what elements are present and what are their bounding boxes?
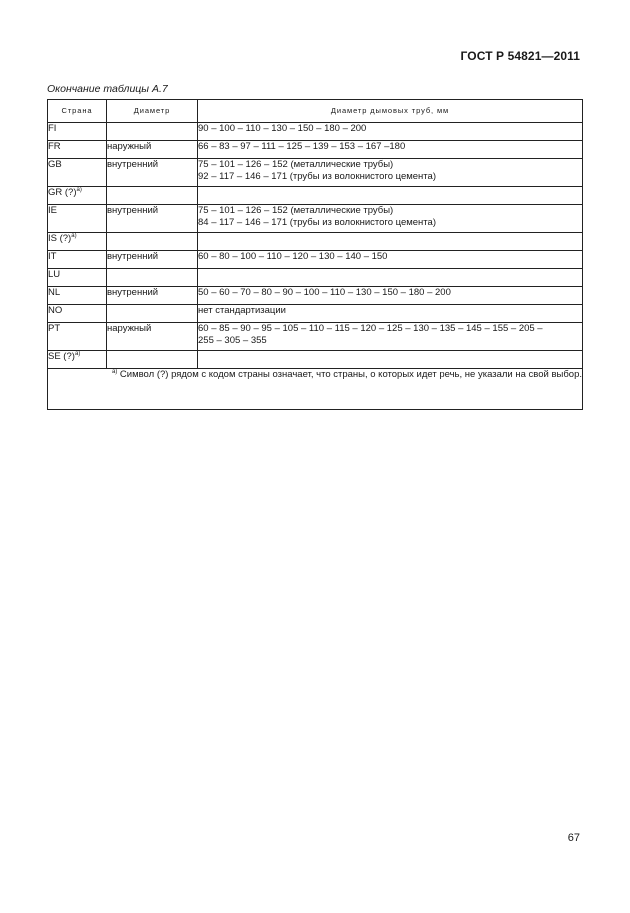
diameter-type-cell <box>107 123 198 141</box>
country-code-cell <box>48 123 107 141</box>
country-code-cell <box>48 251 107 269</box>
diameter-type-cell: наружный <box>107 141 198 159</box>
country-code: FR <box>48 141 61 152</box>
diameter-values-cell <box>198 351 583 369</box>
country-code: FI <box>48 123 57 134</box>
country-code: PT <box>48 323 61 334</box>
diameter-type-cell <box>107 233 198 251</box>
diameter-values-cell <box>198 305 583 323</box>
column-header-country: Страна <box>48 100 107 123</box>
country-code-cell <box>48 233 107 251</box>
column-header-diameter-type: Диаметр <box>107 100 198 123</box>
country-code-cell <box>48 269 107 287</box>
diameter-values-line: 66 – 83 – 97 – 111 – 125 – 139 – 153 – 167 –180 <box>198 141 406 152</box>
diameter-type-cell <box>107 269 198 287</box>
table-row-fi <box>48 123 583 141</box>
diameter-values-cell <box>198 251 583 269</box>
diameter-values-cell <box>198 323 583 351</box>
table-row-gr <box>48 187 583 205</box>
country-code: NO <box>48 305 63 316</box>
diameter-values-line: 84 – 117 – 146 – 171 (трубы из волокнистого цемента) <box>198 217 436 228</box>
diameter-values-cell <box>198 205 583 233</box>
country-code: IT <box>48 251 57 262</box>
diameter-values-line: 75 – 101 – 126 – 152 (металлические трубы) <box>198 205 394 216</box>
table-footnote <box>48 369 583 410</box>
footnote-marker: а) <box>74 351 81 357</box>
table-row-is <box>48 233 583 251</box>
table-row-pt <box>48 323 583 351</box>
column-header-chimney-diameters: Диаметр дымовых труб, мм <box>198 100 583 123</box>
country-code-cell <box>48 351 107 369</box>
diameter-values-line: 255 – 305 – 355 <box>198 335 267 346</box>
diameter-type-cell: наружный <box>107 323 198 351</box>
country-code-cell <box>48 305 107 323</box>
country-code-cell <box>48 141 107 159</box>
table-row-lu <box>48 269 583 287</box>
diameter-type-cell <box>107 351 198 369</box>
diameter-values-cell <box>198 123 583 141</box>
diameter-values-cell <box>198 159 583 187</box>
table-row-nl <box>48 287 583 305</box>
diameter-type-cell: внутренний <box>107 205 198 233</box>
diameter-values-line: 75 – 101 – 126 – 152 (металлические трубы) <box>198 159 394 170</box>
table-row-ie <box>48 205 583 233</box>
diameter-values-line: 50 – 60 – 70 – 80 – 90 – 100 – 110 – 130 – 150 – 180 – 200 <box>198 287 451 298</box>
diameter-values-line: 60 – 80 – 100 – 110 – 120 – 130 – 140 – 150 <box>198 251 388 262</box>
diameter-values-cell <box>198 233 583 251</box>
country-code-cell <box>48 287 107 305</box>
footnote-marker: а) <box>71 233 77 239</box>
diameter-type-cell: внутренний <box>107 287 198 305</box>
diameter-values-line: нет стандартизации <box>198 305 286 316</box>
diameter-values-cell <box>198 141 583 159</box>
table-footnote-row <box>48 369 583 410</box>
country-code-cell <box>48 187 107 205</box>
diameter-type-cell <box>107 187 198 205</box>
diameter-values-line: 92 – 117 – 146 – 171 (трубы из волокнистого цемента) <box>198 171 436 182</box>
country-code: NL <box>48 287 61 298</box>
footnote-text: Символ (?) рядом с кодом страны означает, что страны, о которых идет речь, не указали на свой выбор. <box>117 369 582 380</box>
diameter-type-cell <box>107 305 198 323</box>
page-number: 67 <box>567 832 580 844</box>
chimney-diameter-table <box>47 99 583 410</box>
table-row-gb <box>48 159 583 187</box>
country-code: LU <box>48 269 61 280</box>
diameter-values-line: 60 – 85 – 90 – 95 – 105 – 110 – 115 – 120 – 125 – 130 – 135 – 145 – 155 – 205 – <box>198 323 543 334</box>
country-code-cell <box>48 159 107 187</box>
country-code-cell <box>48 205 107 233</box>
table-row-no <box>48 305 583 323</box>
country-code: GR (?) <box>48 187 77 198</box>
diameter-type-cell: внутренний <box>107 159 198 187</box>
country-code: IE <box>48 205 57 216</box>
diameter-values-cell <box>198 187 583 205</box>
document-code: ГОСТ Р 54821—2011 <box>460 49 580 63</box>
table-row-fr <box>48 141 583 159</box>
footnote-marker: а) <box>111 369 118 375</box>
country-code: GB <box>48 159 62 170</box>
country-code: IS (?) <box>48 233 72 244</box>
diameter-values-cell <box>198 269 583 287</box>
table-caption: Окончание таблицы А.7 <box>47 83 168 95</box>
diameter-values-line: 90 – 100 – 110 – 130 – 150 – 180 – 200 <box>198 123 367 134</box>
footnote-marker: а) <box>76 187 82 193</box>
country-code: SE (?) <box>48 351 75 362</box>
table-row-it <box>48 251 583 269</box>
table-row-se <box>48 351 583 369</box>
table-header-row <box>48 100 583 123</box>
diameter-values-cell <box>198 287 583 305</box>
country-code-cell <box>48 323 107 351</box>
diameter-type-cell: внутренний <box>107 251 198 269</box>
